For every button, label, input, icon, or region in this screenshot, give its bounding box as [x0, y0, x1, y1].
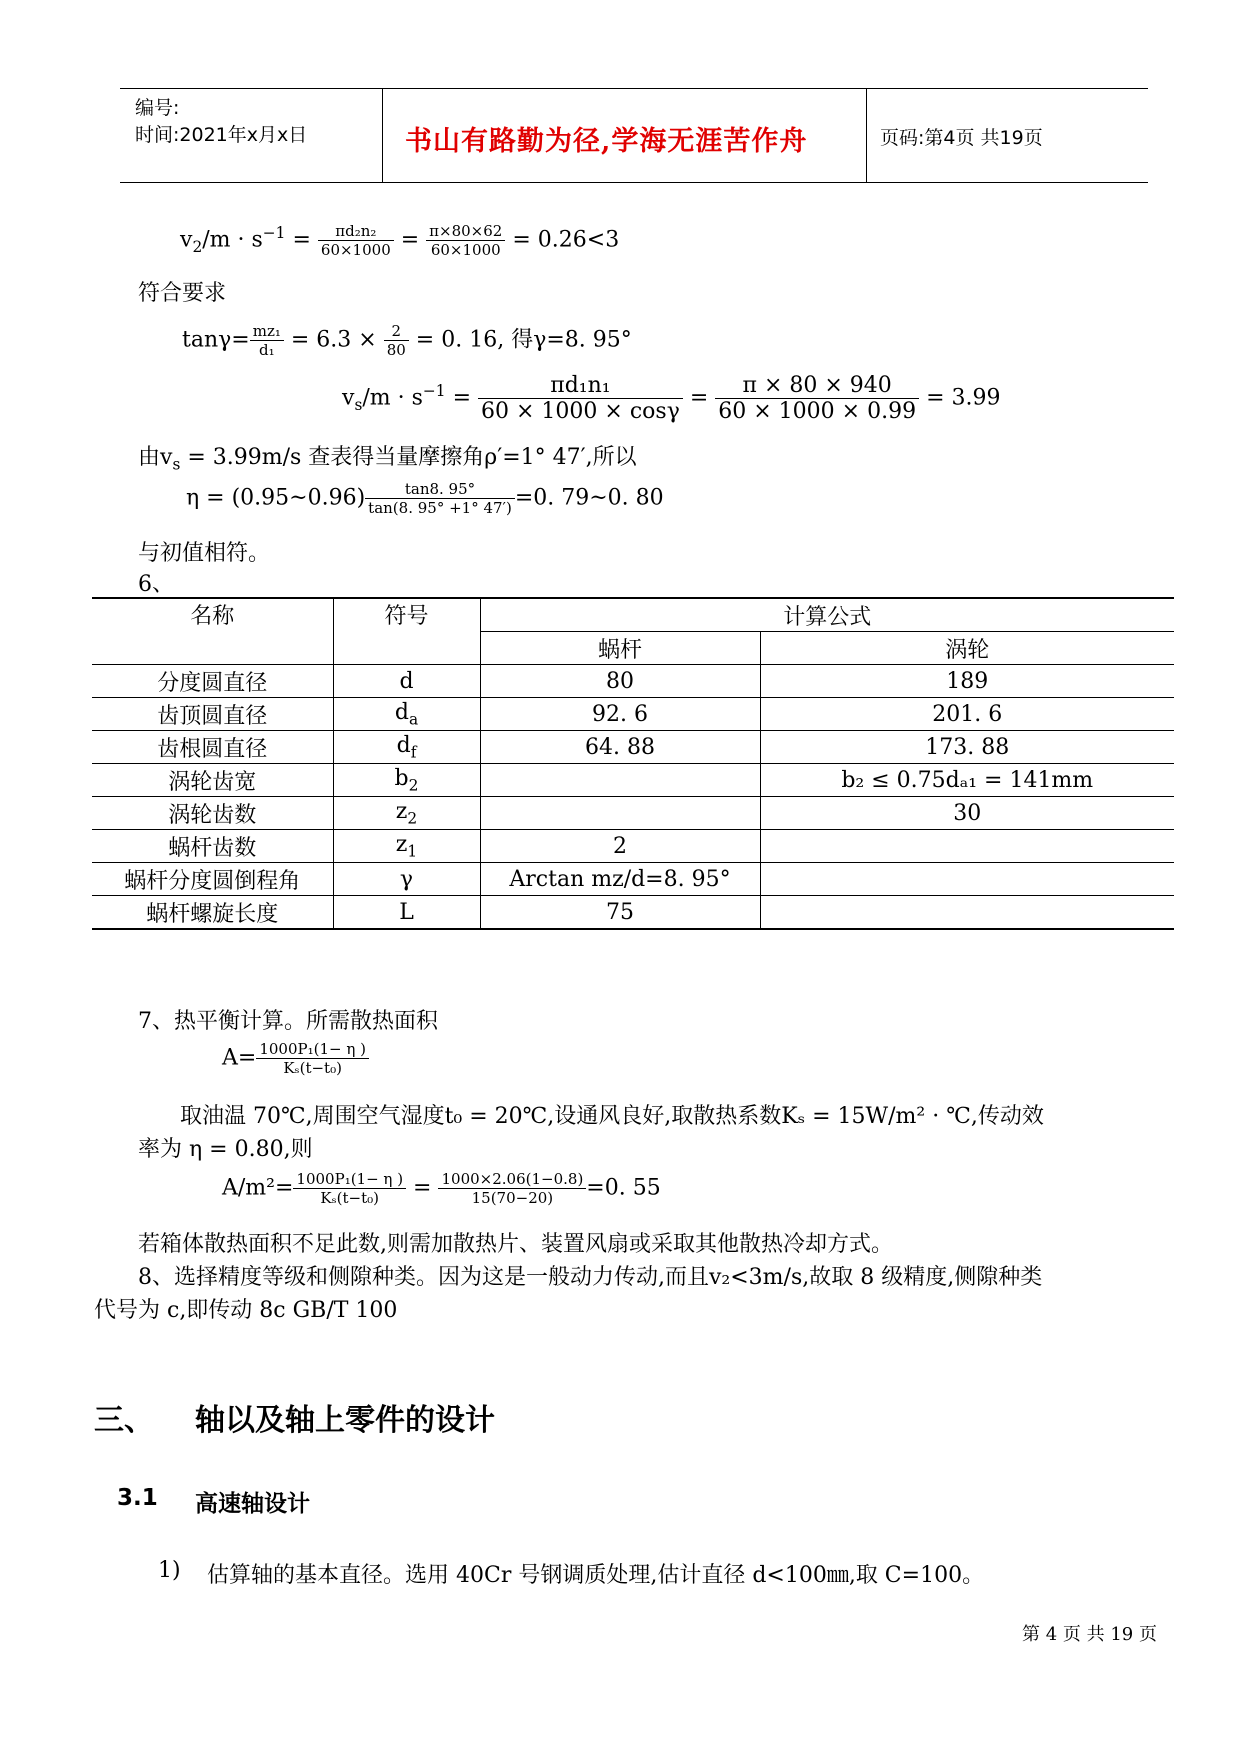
row-wheel-value: 201. 6	[760, 698, 1174, 731]
row-worm-value: 75	[480, 896, 760, 930]
row-wheel-value	[760, 863, 1174, 896]
row-name: 蜗杆螺旋长度	[92, 896, 333, 930]
row-symbol: $z_2$	[333, 797, 480, 830]
section-8-line: 8、选择精度等级和侧隙种类。因为这是一般动力传动,而且v₂<3m/s,故取 8 级精度,侧隙种类	[138, 1265, 1043, 1290]
row-name: 分度圆直径	[92, 665, 333, 698]
section-title: 高速轴设计	[195, 1491, 310, 1517]
row-symbol: $b_2$	[333, 764, 480, 797]
paragraph-line: 取油温 70℃,周围空气湿度t₀ = 20℃,设通风良好,取散热系数Kₛ = 15W/m² · ℃,传动效	[180, 1104, 1044, 1129]
row-worm-value: 80	[480, 665, 760, 698]
row-symbol: γ	[333, 863, 480, 896]
date-label: 时间:2021年x月x日	[135, 124, 308, 146]
step-number: 1)	[158, 1558, 181, 1583]
section-7-title: 7、热平衡计算。所需散热面积	[138, 1009, 438, 1034]
row-wheel-value: 173. 88	[760, 731, 1174, 764]
text-line: 与初值相符。	[138, 541, 271, 566]
row-symbol: $z_1$	[333, 830, 480, 863]
header-name: 名称	[92, 598, 333, 665]
header-divider	[866, 89, 867, 182]
step-text: 估算轴的基本直径。选用 40Cr 号钢调质处理,估计直径 d<100㎜,取 C=100。	[207, 1563, 985, 1588]
chapter-title: 轴以及轴上零件的设计	[195, 1403, 495, 1438]
header-wheel: 涡轮	[760, 632, 1174, 665]
table-row	[92, 863, 1174, 896]
header-symbol: 符号	[333, 598, 480, 665]
row-name: 涡轮齿宽	[92, 764, 333, 797]
equation-lead-angle: tanγ= $\frac{\text{mz₁}}{\text{d₁}}$ = 6.3 × $\frac{2}{80}$ = 0. 16, 得γ=8. 95°	[182, 322, 632, 359]
row-wheel-value: 189	[760, 665, 1174, 698]
table-row	[92, 896, 1174, 930]
row-symbol: d	[333, 665, 480, 698]
row-symbol: L	[333, 896, 480, 930]
table-row	[92, 830, 1174, 863]
header-divider	[382, 89, 383, 182]
row-worm-value	[480, 797, 760, 830]
row-wheel-value	[760, 896, 1174, 930]
table-row	[92, 665, 1174, 698]
row-worm-value: 2	[480, 830, 760, 863]
table-row	[92, 797, 1174, 830]
table-row	[92, 698, 1174, 731]
paragraph-line: 若箱体散热面积不足此数,则需加散热片、装置风扇或采取其他散热冷却方式。	[138, 1232, 893, 1257]
equation-heat-area-calc: A/m²= $\frac{\text{1000P₁(1− η )}}{\text{Kₛ(t−t₀)}}$ = $\frac{1000\times 2.06(1-0.8)}{15(70-20)}$ =0. 55	[222, 1170, 661, 1207]
page-footer: 第 4 页 共 19 页	[1022, 1624, 1157, 1645]
table-row	[92, 731, 1174, 764]
header-motto: 书山有路勤为径,学海无涯苦作舟	[405, 126, 808, 157]
header-formula: 计算公式	[480, 598, 1174, 632]
item-number: 6、	[138, 572, 174, 597]
row-name: 齿顶圆直径	[92, 698, 333, 731]
row-wheel-value	[760, 830, 1174, 863]
equation-heat-area: A= $\frac{\text{1000P₁(1− η )}}{\text{Kₛ(t−t₀)}}$	[222, 1040, 369, 1077]
row-name: 蜗杆齿数	[92, 830, 333, 863]
header-worm: 蜗杆	[480, 632, 760, 665]
row-wheel-value: b₂ ≤ 0.75dₐ₁ = 141mm	[760, 764, 1174, 797]
table-row	[92, 764, 1174, 797]
page-code: 页码:第4页 共19页	[880, 127, 1043, 149]
row-worm-value: 64. 88	[480, 731, 760, 764]
row-name: 涡轮齿数	[92, 797, 333, 830]
row-name: 蜗杆分度圆倒程角	[92, 863, 333, 896]
equation-efficiency: η = (0.95~0.96) $\frac{\tan 8. 95^\circ}{\tan(8. 95^\circ +1^\circ 47')}$ =0. 79~0. 80	[186, 480, 664, 517]
worm-gear-parameter-table	[92, 597, 1174, 930]
serial-number-label: 编号:	[135, 97, 180, 119]
text-line: 由$v_s = 3.99m/s$ 查表得当量摩擦角ρ′=1° 47′,所以	[138, 445, 637, 474]
row-name: 齿根圆直径	[92, 731, 333, 764]
row-worm-value	[480, 764, 760, 797]
row-wheel-value: 30	[760, 797, 1174, 830]
chapter-number: 三、	[94, 1403, 154, 1438]
text-line: 符合要求	[138, 281, 227, 306]
row-symbol: $d_f$	[333, 731, 480, 764]
section-number: 3.1	[117, 1485, 158, 1511]
row-worm-value: 92. 6	[480, 698, 760, 731]
equation-worm-speed: $v_2/m \cdot s^{-1}$ = $\frac{\text{πd₂n₂}}{60\times 1000}$ = $\frac{\pi\times 80\times 62}{60\times 1000}$ = 0.26<3	[180, 222, 620, 259]
page-header	[120, 88, 1148, 183]
row-worm-value: Arctan mz/d=8. 95°	[480, 863, 760, 896]
row-symbol: $d_a$	[333, 698, 480, 731]
equation-sliding-speed: $v_s/m \cdot s^{-1}$ = $\frac{\text{πd₁n₁}}{60 \times 1000 \times \cos\gamma}$ = $\frac{\pi \times 80 \times 940}{60 \times 1000 \times 0.99}$ = 3.99	[342, 373, 1001, 424]
section-8-line: 代号为 c,即传动 8c GB/T 100	[94, 1298, 398, 1323]
paragraph-line: 率为 η = 0.80,则	[138, 1137, 313, 1162]
